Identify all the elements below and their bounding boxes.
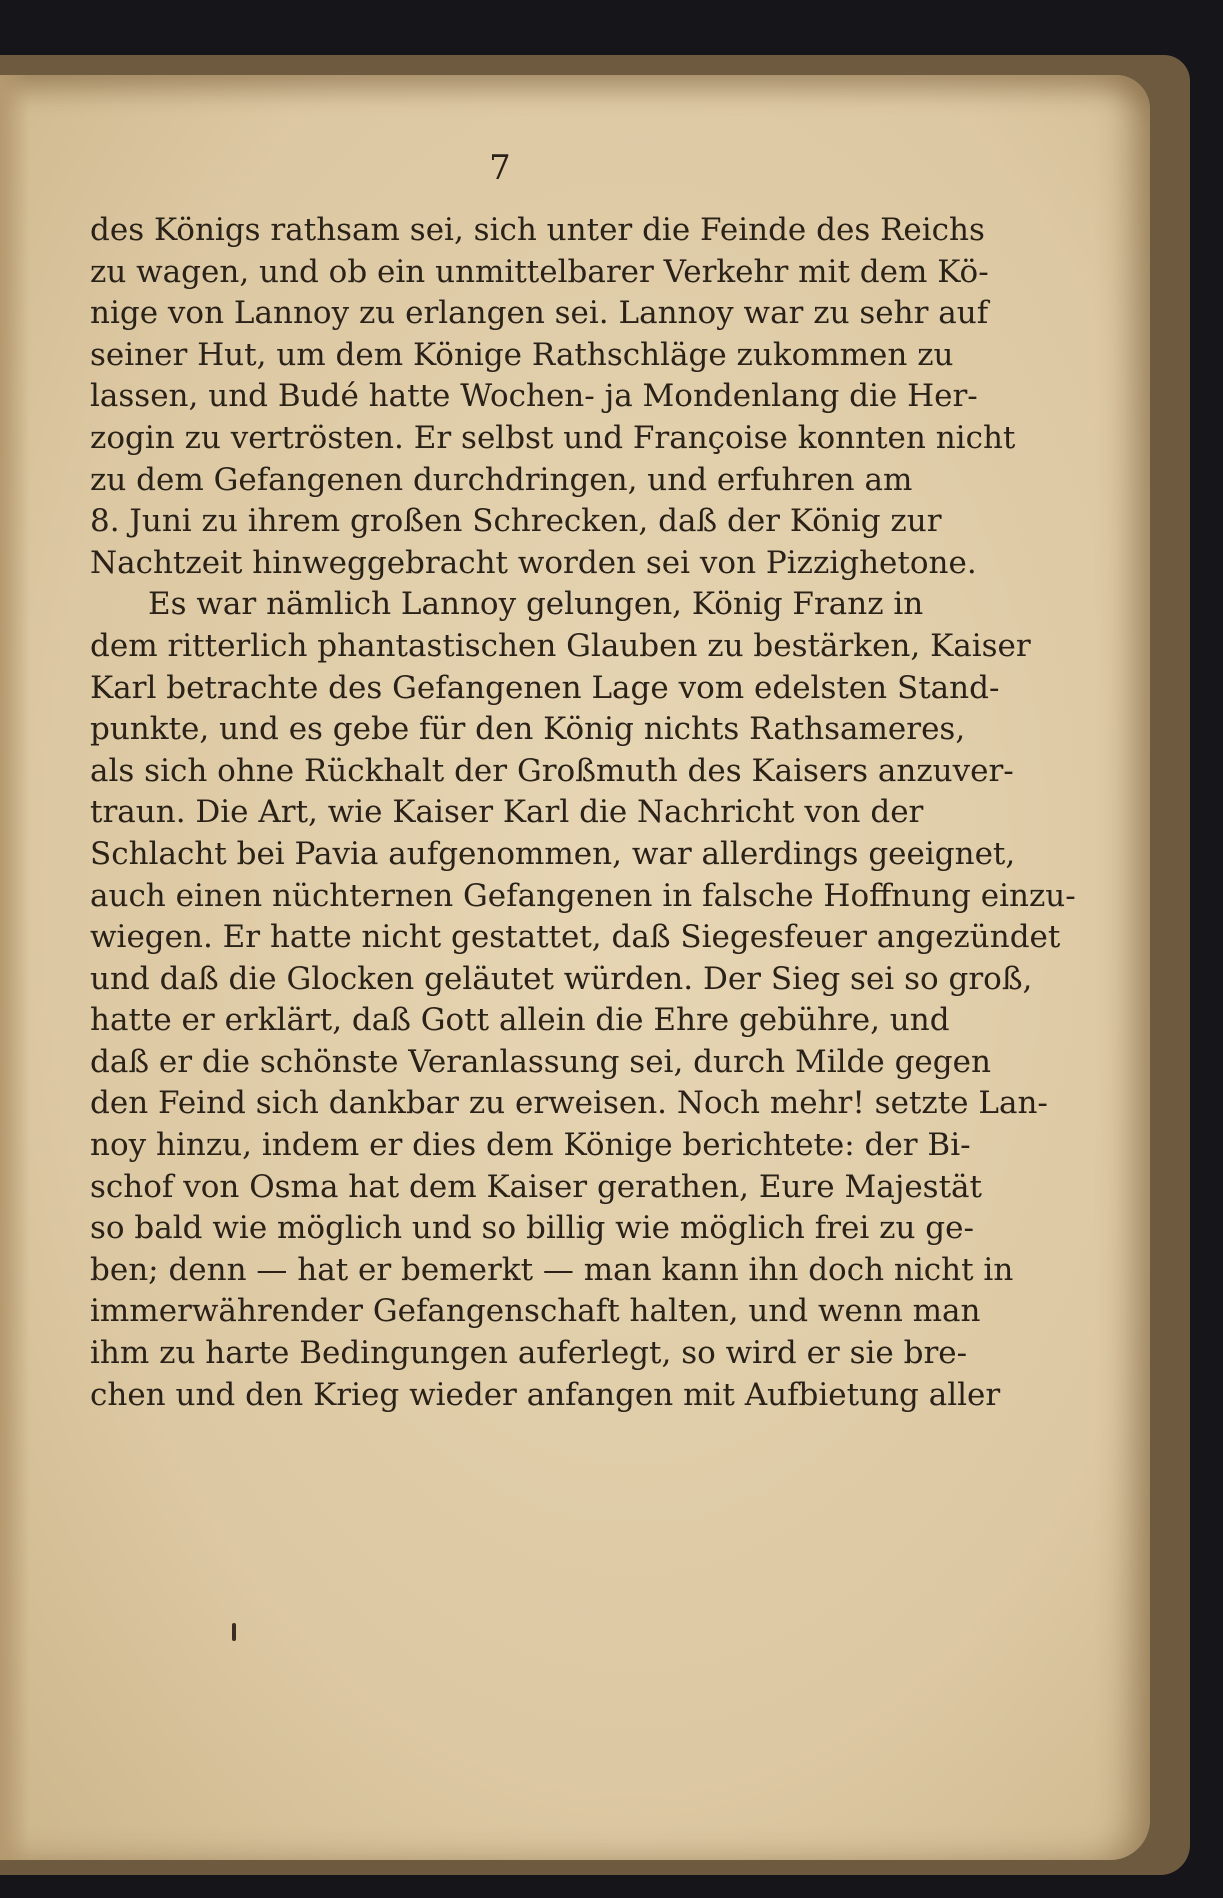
text-line: ben; denn — hat er bemerkt — man kann ihn doch nicht in xyxy=(90,1251,1014,1288)
ink-mark xyxy=(232,1623,236,1641)
page-number: 7 xyxy=(489,148,511,188)
text-line: den Feind sich dankbar zu erweisen. Noch mehr! setzte Lan- xyxy=(90,1085,1048,1122)
text-line: punkte, und es gebe für den König nichts Rathsameres, xyxy=(90,711,966,748)
text-line: 8. Juni zu ihrem großen Schrecken, daß der König zur xyxy=(90,503,942,540)
text-line: ihm zu harte Bedingungen auferlegt, so wird er sie bre- xyxy=(90,1335,968,1372)
text-line: noy hinzu, indem er dies dem Könige berichtete: der Bi- xyxy=(90,1127,971,1164)
text-line: lassen, und Budé hatte Wochen- ja Mondenlang die Her- xyxy=(90,378,978,415)
text-line: immerwährender Gefangenschaft halten, und wenn man xyxy=(90,1293,981,1330)
text-line: Karl betrachte des Gefangenen Lage vom edelsten Stand- xyxy=(90,669,1000,706)
text-line: schof von Osma hat dem Kaiser gerathen, Eure Majestät xyxy=(90,1168,982,1205)
text-line: wiegen. Er hatte nicht gestattet, daß Siegesfeuer angezündet xyxy=(90,919,1061,956)
text-line: so bald wie möglich und so billig wie möglich frei zu ge- xyxy=(90,1210,974,1247)
text-line: nige von Lannoy zu erlangen sei. Lannoy war zu sehr auf xyxy=(90,295,989,332)
text-line: dem ritterlich phantastischen Glauben zu bestärken, Kaiser xyxy=(90,627,1031,664)
page-text xyxy=(90,210,1076,1416)
text-line: auch einen nüchternen Gefangenen in falsche Hoffnung einzu- xyxy=(90,877,1076,914)
text-line: chen und den Krieg wieder anfangen mit Aufbietung aller xyxy=(90,1376,1001,1413)
text-line: traun. Die Art, wie Kaiser Karl die Nachricht von der xyxy=(90,794,924,831)
text-line: seiner Hut, um dem Könige Rathschläge zukommen zu xyxy=(90,336,954,373)
text-line: des Königs rathsam sei, sich unter die Feinde des Reichs xyxy=(90,212,985,248)
page-gutter xyxy=(0,75,30,1860)
text-line: daß er die schönste Veranlassung sei, durch Milde gegen xyxy=(90,1043,991,1080)
text-line: hatte er erklärt, daß Gott allein die Ehre gebühre, und xyxy=(90,1002,950,1039)
text-line: zu dem Gefangenen durchdringen, und erfuhren am xyxy=(90,461,913,498)
text-line: und daß die Glocken geläutet würden. Der Sieg sei so groß, xyxy=(90,960,1033,997)
text-line: zogin zu vertrösten. Er selbst und Françoise konnten nicht xyxy=(90,419,1016,456)
text-line: Schlacht bei Pavia aufgenommen, war allerdings geeignet, xyxy=(90,835,1016,872)
text-line: Nachtzeit hinweggebracht worden sei von Pizzighetone. xyxy=(90,544,977,581)
text-line: Es war nämlich Lannoy gelungen, König Franz in xyxy=(148,586,924,623)
text-line: als sich ohne Rückhalt der Großmuth des Kaisers anzuver- xyxy=(90,752,1014,789)
text-line: zu wagen, und ob ein unmittelbarer Verkehr mit dem Kö- xyxy=(90,253,989,290)
